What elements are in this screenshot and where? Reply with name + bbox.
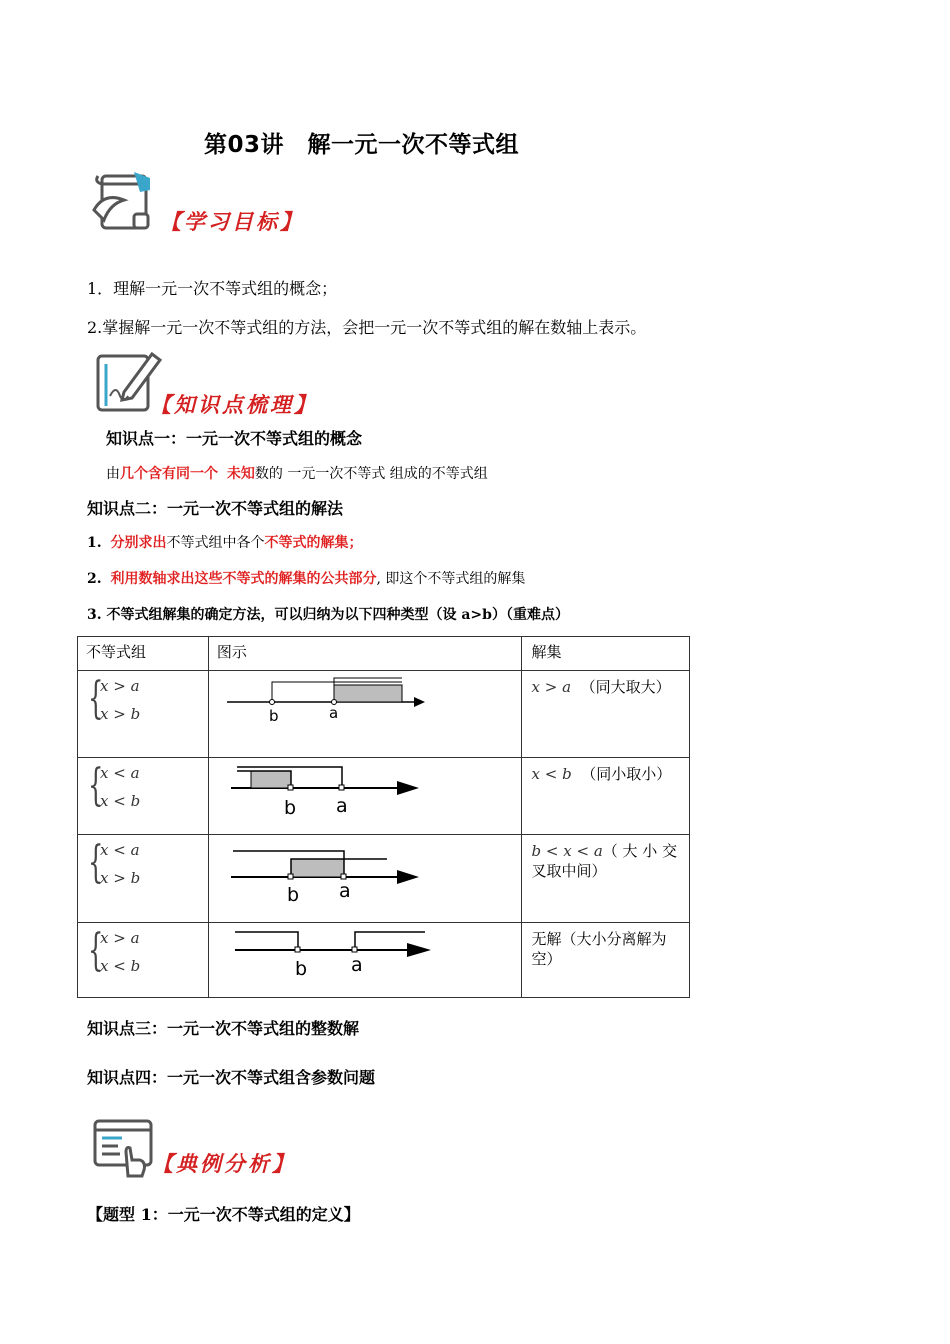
kp2-item-1-mid: 不等式组中各个 [166,535,265,551]
kp1-text-post: 一元一次不等式 组成的不等式组 [287,466,488,482]
kp2-item-1-red2: 不等式的解集； [264,535,363,551]
ineq-line-2: x < b [100,792,141,810]
goal-2: 2.掌握解一元一次不等式组的方法，会把一元一次不等式组的解在数轴上表示。 [87,318,647,337]
number-line-diagram [209,671,508,753]
inequality-system [78,835,208,918]
scroll-quill-icon [90,170,160,236]
inequality-system [78,671,208,753]
label-b: b [283,797,296,819]
ineq-line-1: x < a [100,764,140,782]
arrow-head [414,697,425,707]
solution-cell [522,758,689,784]
label-b: b [294,958,307,980]
ineq-line-2: x < b [100,957,141,975]
question-type-1-heading: 【题型 1：一元一次不等式组的定义】 [87,1205,360,1224]
header-diagram: 图示 [208,637,521,671]
kp4-heading: 知识点四：一元一次不等式组含参数问题 [87,1068,376,1087]
number-line-diagram [209,758,508,830]
kp1-text-mid: 数的 [254,466,283,482]
kp1-definition [106,463,488,483]
number-line-diagram [209,835,508,918]
examples-banner: 【典例分析】 [152,1151,296,1176]
brace-glyph: { [88,837,104,888]
solution-text: （同小取小） [581,765,672,783]
kp2-item-2-num: 2. [87,571,102,587]
solution-math: x < b [531,765,572,783]
kp2-item-2-red: 利用数轴求出这些不等式的解集的公共部分 [110,571,377,587]
arrow-head [407,943,431,957]
table-row [78,835,690,923]
kp1-heading: 知识点一：一元一次不等式组的概念 [106,429,363,448]
kp2-item-1-red: 分别求出 [110,535,167,551]
solution-cell [522,835,689,881]
table-row [78,671,690,758]
shaded-solution-region [251,771,291,788]
solution-cell [522,671,689,697]
inequality-system [78,758,208,830]
inequality-system [78,923,208,993]
knowledge-banner: 【知识点梳理】 [150,392,318,417]
kp1-text-pre: 由 [106,466,120,482]
kp2-item-3: 3. 不等式组解集的确定方法，可以归纳为以下四种类型（设 a>b）（重难点） [87,607,569,623]
label-a: a [338,880,351,902]
number-line-diagram [209,923,508,993]
ineq-line-1: x > a [100,677,140,695]
kp2-item-1 [87,532,363,552]
kp2-item-2-post: , 即这个不等式组的解集 [376,571,526,587]
label-b: b [286,884,299,906]
label-a: a [335,795,348,817]
label-b: b [268,707,279,725]
solution-math: x > a [531,678,572,696]
table-row [78,923,690,998]
label-a: a [350,954,363,976]
solution-text: （ 大 小 交叉取中间） [531,842,678,880]
kp2-item-2 [87,568,525,588]
header-inequality: 不等式组 [78,637,209,671]
kp2-item-1-num: 1. [87,535,102,551]
solution-types-table [77,636,690,998]
brace-glyph: { [88,925,104,976]
header-solution: 解集 [521,637,689,671]
ineq-line-2: x > b [100,705,141,723]
table-header-row [78,637,690,671]
solution-text: 无解（大小分离解为空） [531,930,667,968]
ineq-line-1: x > a [100,929,140,947]
kp3-heading: 知识点三：一元一次不等式组的整数解 [87,1019,360,1038]
label-a: a [328,704,339,722]
ineq-line-2: x > b [100,869,141,887]
shaded-solution-region [291,859,344,877]
shaded-solution-region [334,685,402,702]
browser-tap-icon [92,1118,158,1180]
table-row [78,758,690,835]
solution-math: b < x < a [531,842,603,860]
solution-text: （同大取大） [580,678,671,696]
kp1-red-2: 未知 [226,466,255,482]
kp1-red-1: 几个含有同一个 [120,466,218,482]
page-title: 第03讲 解一元一次不等式组 [204,132,520,158]
learning-goals-banner: 【学习目标】 [160,209,304,234]
brace-glyph: { [88,673,104,724]
ineq-line-1: x < a [100,841,140,859]
goal-1: 1．理解一元一次不等式组的概念； [87,279,338,298]
arrow-head [397,870,419,884]
arrow-head [397,781,419,795]
brace-glyph: { [88,760,104,811]
solution-cell [522,923,689,969]
kp2-heading: 知识点二：一元一次不等式组的解法 [87,499,344,518]
